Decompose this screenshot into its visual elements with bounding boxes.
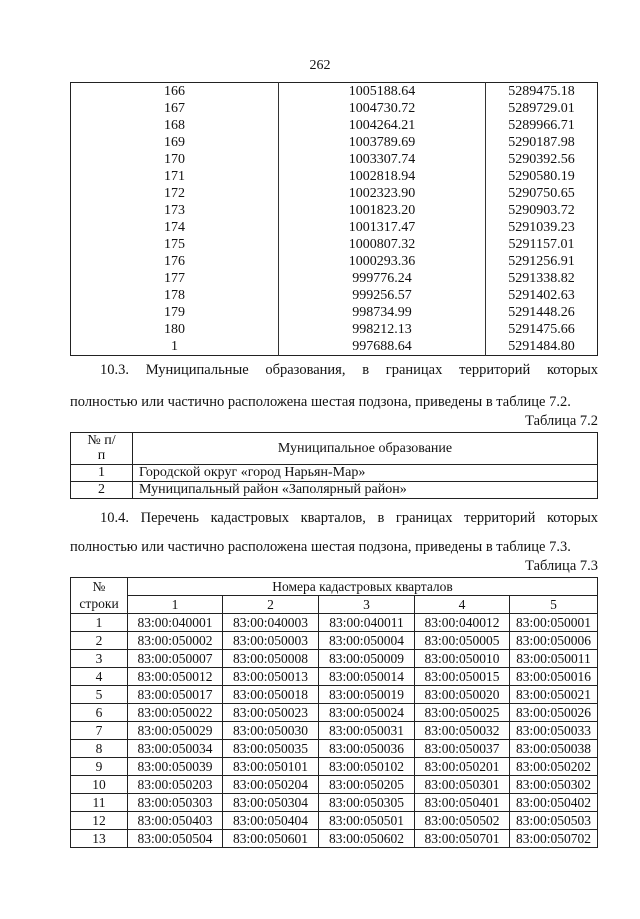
cadastral-number: 83:00:050020 — [415, 686, 510, 704]
cadastral-number: 83:00:050004 — [319, 632, 415, 650]
point-number: 167 — [164, 100, 185, 116]
y-coordinate: 5291484.80 — [486, 338, 598, 356]
cadastral-number: 83:00:050202 — [510, 758, 598, 776]
cadastral-number: 83:00:050025 — [415, 704, 510, 722]
point-number: 169 — [164, 134, 185, 150]
cadastral-number: 83:00:050011 — [510, 650, 598, 668]
column-header: 1 — [128, 596, 223, 614]
paragraph-line: полностью или частично расположена шестая подзона, приведены в таблице 7.3. — [70, 539, 571, 555]
point-number: 174 — [164, 219, 185, 235]
table-row — [71, 614, 598, 632]
column-header: 5 — [510, 596, 598, 614]
municipality-name: Муниципальный район «Заполярный район» — [133, 482, 598, 499]
table-row — [71, 758, 598, 776]
table-row — [71, 151, 598, 168]
municipalities-table — [70, 432, 598, 499]
cadastral-number: 83:00:050014 — [319, 668, 415, 686]
cadastral-number: 83:00:050029 — [128, 722, 223, 740]
table-row — [71, 321, 598, 338]
table-row — [71, 722, 598, 740]
table-row — [71, 168, 598, 185]
table-row — [71, 134, 598, 151]
table-row — [71, 632, 598, 650]
table-7-2-caption: Таблица 7.2 — [525, 413, 598, 429]
point-number: 178 — [164, 287, 185, 303]
column-header: 2 — [223, 596, 319, 614]
table-row — [71, 287, 598, 304]
cadastral-number: 83:00:050034 — [128, 740, 223, 758]
table-row — [71, 202, 598, 219]
table-row — [71, 304, 598, 321]
table-row — [71, 270, 598, 287]
cadastral-number: 83:00:050504 — [128, 830, 223, 848]
table-row — [71, 776, 598, 794]
y-coordinate: 5289729.01 — [486, 100, 598, 117]
cadastral-number: 83:00:050030 — [223, 722, 319, 740]
cadastral-number: 83:00:050039 — [128, 758, 223, 776]
cadastral-number: 83:00:050009 — [319, 650, 415, 668]
y-coordinate: 5289475.18 — [486, 83, 598, 101]
y-coordinate: 5291475.66 — [486, 321, 598, 338]
row-number: 1 — [71, 465, 133, 482]
row-number: 6 — [71, 704, 128, 722]
cadastral-number: 83:00:050026 — [510, 704, 598, 722]
x-coordinate: 999256.57 — [279, 287, 486, 304]
table-7-3-caption: Таблица 7.3 — [525, 558, 598, 574]
cadastral-number: 83:00:050401 — [415, 794, 510, 812]
y-coordinate: 5290392.56 — [486, 151, 598, 168]
cadastral-number: 83:00:050024 — [319, 704, 415, 722]
paragraph-line: 10.3. Муниципальные образования, в границах территорий которых — [100, 362, 598, 378]
point-number: 1 — [171, 338, 178, 354]
x-coordinate: 1000293.36 — [279, 253, 486, 270]
cadastral-number: 83:00:050031 — [319, 722, 415, 740]
x-coordinate: 1002818.94 — [279, 168, 486, 185]
row-number: 8 — [71, 740, 128, 758]
point-number: 172 — [164, 185, 185, 201]
x-coordinate: 1004730.72 — [279, 100, 486, 117]
cadastral-number: 83:00:050201 — [415, 758, 510, 776]
cadastral-number: 83:00:050602 — [319, 830, 415, 848]
cadastral-number: 83:00:050006 — [510, 632, 598, 650]
cadastral-number: 83:00:050008 — [223, 650, 319, 668]
coordinates-table — [70, 82, 598, 356]
paragraph-line: полностью или частично расположена шестая подзона, приведены в таблице 7.2. — [70, 394, 571, 410]
row-number: 4 — [71, 668, 128, 686]
header-number: № п/п — [71, 433, 133, 465]
cadastral-number: 83:00:050017 — [128, 686, 223, 704]
x-coordinate: 999776.24 — [279, 270, 486, 287]
cadastral-number: 83:00:050502 — [415, 812, 510, 830]
cadastral-number: 83:00:050002 — [128, 632, 223, 650]
cadastral-number: 83:00:050403 — [128, 812, 223, 830]
cadastral-number: 83:00:050038 — [510, 740, 598, 758]
point-number: 173 — [164, 202, 185, 218]
cadastral-number: 83:00:050023 — [223, 704, 319, 722]
point-number: 168 — [164, 117, 185, 133]
cadastral-number: 83:00:050010 — [415, 650, 510, 668]
cadastral-number: 83:00:050501 — [319, 812, 415, 830]
table-row — [71, 465, 598, 482]
x-coordinate: 1002323.90 — [279, 185, 486, 202]
cadastral-number: 83:00:050303 — [128, 794, 223, 812]
cadastral-number: 83:00:050205 — [319, 776, 415, 794]
point-number: 170 — [164, 151, 185, 167]
y-coordinate: 5291402.63 — [486, 287, 598, 304]
x-coordinate: 997688.64 — [279, 338, 486, 356]
header-number-bottom: строки — [71, 596, 128, 614]
cadastral-number: 83:00:050018 — [223, 686, 319, 704]
cadastral-number: 83:00:050033 — [510, 722, 598, 740]
row-number: 12 — [71, 812, 128, 830]
cadastral-number: 83:00:050302 — [510, 776, 598, 794]
cadastral-number: 83:00:050012 — [128, 668, 223, 686]
point-number: 171 — [164, 168, 185, 184]
y-coordinate: 5291338.82 — [486, 270, 598, 287]
point-number: 176 — [164, 253, 185, 269]
cadastral-number: 83:00:050305 — [319, 794, 415, 812]
cadastral-number: 83:00:050102 — [319, 758, 415, 776]
table-row — [71, 740, 598, 758]
x-coordinate: 1001823.20 — [279, 202, 486, 219]
table-row — [71, 704, 598, 722]
cadastral-number: 83:00:040003 — [223, 614, 319, 632]
cadastral-number: 83:00:050101 — [223, 758, 319, 776]
cadastral-number: 83:00:050701 — [415, 830, 510, 848]
header-group: Номера кадастровых кварталов — [128, 578, 598, 596]
cadastral-number: 83:00:040011 — [319, 614, 415, 632]
point-number: 175 — [164, 236, 185, 252]
table-row — [71, 219, 598, 236]
y-coordinate: 5290187.98 — [486, 134, 598, 151]
table-row — [71, 100, 598, 117]
x-coordinate: 1003789.69 — [279, 134, 486, 151]
cadastral-number: 83:00:050702 — [510, 830, 598, 848]
cadastral-number: 83:00:050015 — [415, 668, 510, 686]
cadastral-number: 83:00:050001 — [510, 614, 598, 632]
municipality-name: Городской округ «город Нарьян-Мар» — [133, 465, 598, 482]
table-row — [71, 253, 598, 270]
row-number: 1 — [71, 614, 128, 632]
x-coordinate: 1000807.32 — [279, 236, 486, 253]
x-coordinate: 1001317.47 — [279, 219, 486, 236]
cadastral-number: 83:00:050022 — [128, 704, 223, 722]
x-coordinate: 1003307.74 — [279, 151, 486, 168]
cadastral-number: 83:00:050203 — [128, 776, 223, 794]
row-number: 2 — [71, 482, 133, 499]
y-coordinate: 5291256.91 — [486, 253, 598, 270]
row-number: 11 — [71, 794, 128, 812]
page-number: 262 — [309, 58, 331, 73]
cadastral-number: 83:00:050021 — [510, 686, 598, 704]
cadastral-number: 83:00:050003 — [223, 632, 319, 650]
x-coordinate: 1004264.21 — [279, 117, 486, 134]
table-row — [71, 338, 598, 356]
y-coordinate: 5290903.72 — [486, 202, 598, 219]
table-row — [71, 830, 598, 848]
cadastral-quarters-table — [70, 577, 598, 848]
column-header: 3 — [319, 596, 415, 614]
table-row — [71, 650, 598, 668]
cadastral-number: 83:00:050601 — [223, 830, 319, 848]
cadastral-number: 83:00:050301 — [415, 776, 510, 794]
cadastral-number: 83:00:050032 — [415, 722, 510, 740]
row-number: 9 — [71, 758, 128, 776]
column-header: 4 — [415, 596, 510, 614]
y-coordinate: 5291448.26 — [486, 304, 598, 321]
x-coordinate: 1005188.64 — [279, 83, 486, 101]
paragraph-line: 10.4. Перечень кадастровых кварталов, в границах территорий которых — [100, 510, 598, 526]
row-number: 5 — [71, 686, 128, 704]
row-number: 13 — [71, 830, 128, 848]
row-number: 10 — [71, 776, 128, 794]
row-number: 2 — [71, 632, 128, 650]
x-coordinate: 998212.13 — [279, 321, 486, 338]
point-number: 166 — [164, 83, 185, 99]
cadastral-number: 83:00:050036 — [319, 740, 415, 758]
table-row — [71, 482, 598, 499]
cadastral-number: 83:00:050402 — [510, 794, 598, 812]
cadastral-number: 83:00:040001 — [128, 614, 223, 632]
cadastral-number: 83:00:050304 — [223, 794, 319, 812]
y-coordinate: 5290750.65 — [486, 185, 598, 202]
row-number: 7 — [71, 722, 128, 740]
point-number: 180 — [164, 321, 185, 337]
cadastral-number: 83:00:050037 — [415, 740, 510, 758]
cadastral-number: 83:00:050204 — [223, 776, 319, 794]
y-coordinate: 5291039.23 — [486, 219, 598, 236]
table-row — [71, 812, 598, 830]
cadastral-number: 83:00:040012 — [415, 614, 510, 632]
header-municipality: Муниципальное образование — [133, 433, 598, 465]
cadastral-number: 83:00:050016 — [510, 668, 598, 686]
x-coordinate: 998734.99 — [279, 304, 486, 321]
table-row — [71, 83, 598, 101]
cadastral-number: 83:00:050013 — [223, 668, 319, 686]
cadastral-number: 83:00:050035 — [223, 740, 319, 758]
point-number: 179 — [164, 304, 185, 320]
point-number: 177 — [164, 270, 185, 286]
cadastral-number: 83:00:050007 — [128, 650, 223, 668]
table-row — [71, 686, 598, 704]
cadastral-number: 83:00:050404 — [223, 812, 319, 830]
table-row — [71, 236, 598, 253]
cadastral-number: 83:00:050503 — [510, 812, 598, 830]
cadastral-number: 83:00:050005 — [415, 632, 510, 650]
y-coordinate: 5290580.19 — [486, 168, 598, 185]
y-coordinate: 5291157.01 — [486, 236, 598, 253]
table-row — [71, 794, 598, 812]
paragraph-10-3 — [70, 362, 598, 410]
cadastral-number: 83:00:050019 — [319, 686, 415, 704]
table-row — [71, 117, 598, 134]
y-coordinate: 5289966.71 — [486, 117, 598, 134]
table-row — [71, 185, 598, 202]
row-number: 3 — [71, 650, 128, 668]
paragraph-10-4 — [70, 510, 598, 555]
header-number-top: № — [71, 578, 128, 596]
table-row — [71, 668, 598, 686]
